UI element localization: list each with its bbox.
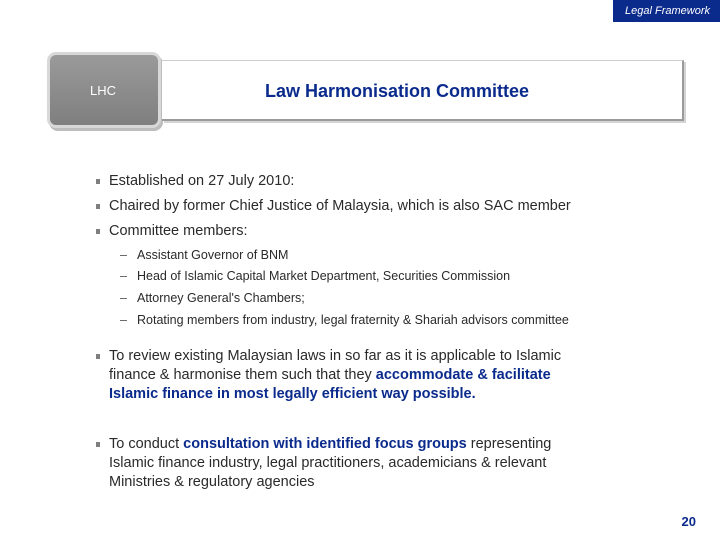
bullet-consult (109, 435, 551, 492)
member-item (120, 248, 289, 262)
dash-marker: – (120, 313, 127, 327)
section-tag: Legal Framework (613, 0, 720, 22)
member-item (120, 313, 569, 327)
page-number: 20 (681, 514, 696, 529)
lhc-label: LHC (90, 83, 117, 98)
dash-marker: – (120, 248, 127, 262)
member-item (120, 269, 511, 283)
member-text: Attorney General's Chambers; (137, 291, 305, 305)
dash-marker: – (120, 269, 127, 283)
review-line-3: Islamic finance in most legally efficient way possible. (109, 386, 476, 402)
bullet-text: Established on 27 July 2010: (109, 173, 295, 189)
member-text: Assistant Governor of BNM (137, 248, 289, 262)
bullet-marker (96, 204, 100, 209)
lhc-label-box (50, 55, 158, 125)
consult-line-1 (109, 435, 551, 454)
title-box (162, 60, 684, 121)
dash-marker: – (120, 291, 127, 305)
consult-line-1-emphasis: consultation with identified focus groups (183, 436, 467, 452)
bullet-committee-members (109, 222, 248, 241)
review-line-1: To review existing Malaysian laws in so far as it is applicable to Islamic (109, 348, 562, 364)
bullet-marker (96, 179, 100, 184)
bullet-chaired (109, 197, 571, 216)
review-line-2-emphasis: accommodate & facilitate (375, 367, 551, 383)
bullet-text: Chaired by former Chief Justice of Malaysia, which is also SAC member (109, 198, 571, 214)
consult-line-3: Ministries & regulatory agencies (109, 474, 315, 490)
bullet-marker (96, 442, 100, 447)
member-item (120, 291, 305, 305)
bullet-text: Committee members: (109, 223, 248, 239)
member-text: Head of Islamic Capital Market Department, Securities Commission (137, 269, 511, 283)
member-text: Rotating members from industry, legal fraternity & Shariah advisors committee (137, 313, 569, 327)
bullet-marker (96, 354, 100, 359)
consult-line-2: Islamic finance industry, legal practitioners, academicians & relevant (109, 455, 547, 471)
consult-line-1-plain: To conduct (109, 436, 184, 452)
consult-line-1-tail: representing (466, 436, 552, 452)
review-line-2-plain: finance & harmonise them such that they (109, 367, 376, 383)
bullet-marker (96, 229, 100, 234)
slide-title: Law Harmonisation Committee (265, 81, 530, 101)
bullet-established (109, 172, 294, 191)
review-line-2 (109, 366, 561, 385)
bullet-review (109, 347, 561, 404)
